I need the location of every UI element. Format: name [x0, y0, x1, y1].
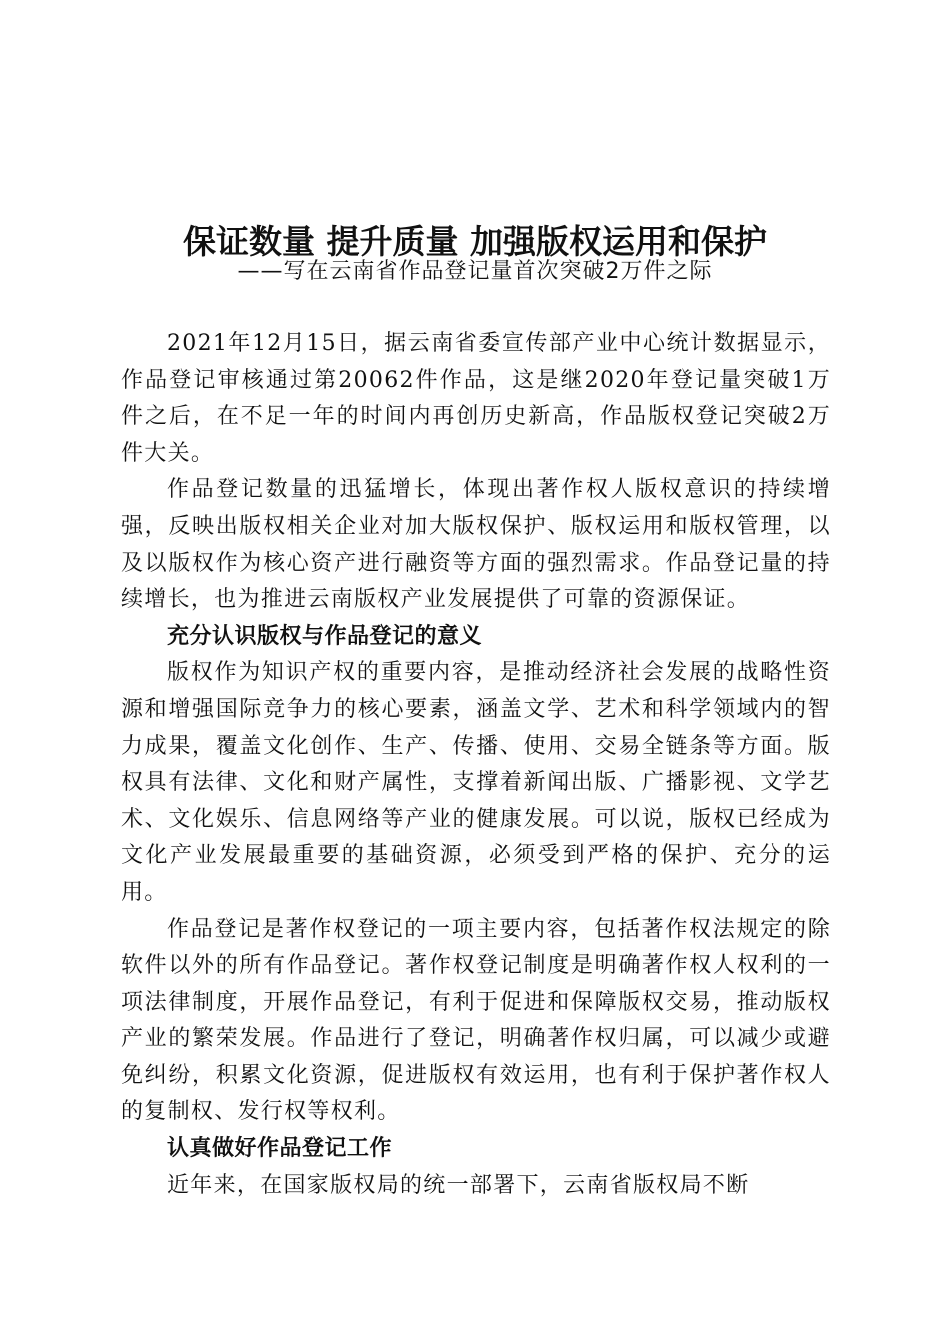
document-title: 保证数量 提升质量 加强版权运用和保护 — [183, 222, 767, 262]
document-subtitle: ——写在云南省作品登记量首次突破2万件之际 — [237, 259, 713, 284]
paragraph-registration-growth: 作品登记数量的迅猛增长，体现出著作权人版权意识的持续增强，反映出版权相关企业对加大版权保护、版权运用和版权管理，以及以版权作为核心资产进行融资等方面的强烈需求。作品登记量的持续增长，也为推进云南版权产业发展提供了可靠的资源保证。 — [121, 477, 831, 613]
paragraph-recent-years: 近年来，在国家版权局的统一部署下，云南省版权局不断 — [167, 1172, 750, 1198]
section-heading-significance: 充分认识版权与作品登记的意义 — [167, 623, 483, 649]
paragraph-registration-milestone: 2021年12月15日，据云南省委宣传部产业中心统计数据显示，作品登记审核通过第20062件作品，这是继2020年登记量突破1万件之后，在不足一年的时间内再创历史新高，作品版权登记突破2万件大关。 — [121, 331, 831, 466]
paragraph-copyright-importance: 版权作为知识产权的重要内容，是推动经济社会发展的战略性资源和增强国际竞争力的核心要素，涵盖文学、艺术和科学领域内的智力成果，覆盖文化创作、生产、传播、使用、交易全链条等方面。版权具有法律、文化和财产属性，支撑着新闻出版、广播影视、文学艺术、文化娱乐、信息网络等产业的健康发展。可以说，版权已经成为文化产业发展最重要的基础资源，必须受到严格的保护、充分的运用。 — [121, 660, 831, 905]
document-body — [121, 326, 831, 1204]
section-heading-registration-work: 认真做好作品登记工作 — [167, 1136, 393, 1162]
paragraph-registration-system: 作品登记是著作权登记的一项主要内容，包括著作权法规定的除软件以外的所有作品登记。著作权登记制度是明确著作权人权利的一项法律制度，开展作品登记，有利于促进和保障版权交易，推动版权产业的繁荣发展。作品进行了登记，明确著作权归属，可以减少或避免纠纷，积累文化资源，促进版权有效运用，也有利于保护著作权人的复制权、发行权等权利。 — [121, 916, 831, 1125]
